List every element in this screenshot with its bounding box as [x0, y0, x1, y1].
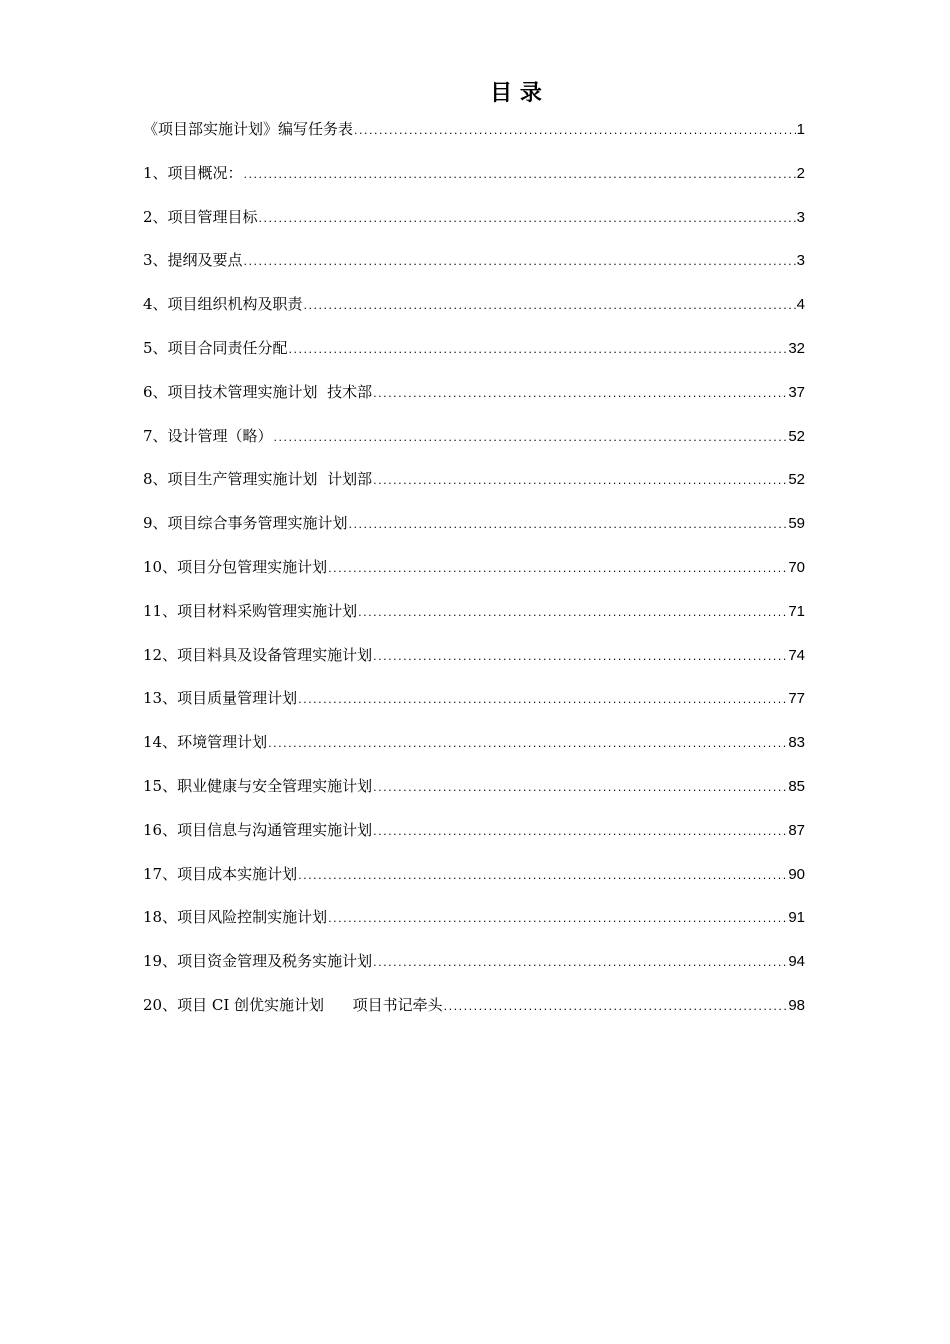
toc-entry-page: 85 — [788, 777, 805, 795]
toc-leader-dots — [298, 686, 787, 714]
toc-leader-dots — [304, 292, 796, 320]
toc-entry-text: 19、项目资金管理及税务实施计划 — [143, 952, 373, 971]
toc-leader-dots — [328, 555, 787, 583]
toc-entry-text: 14、环境管理计划 — [143, 733, 268, 752]
toc-entry[interactable] — [143, 860, 805, 904]
toc-entry-text: 10、项目分包管理实施计划 — [143, 557, 328, 576]
toc-entry[interactable] — [143, 684, 805, 728]
toc-leader-dots — [274, 424, 788, 452]
toc-entry-page: 3 — [796, 208, 805, 226]
toc-entry[interactable] — [143, 290, 805, 334]
toc-entry[interactable] — [143, 465, 805, 509]
toc-entry[interactable] — [143, 509, 805, 553]
toc-entry-text: 20、项目 CI 创优实施计划 项目书记牵头 — [143, 995, 443, 1014]
toc-leader-dots — [373, 818, 787, 846]
toc-entry-text: 7、设计管理（略） — [143, 426, 273, 445]
toc-entry[interactable] — [143, 991, 805, 1035]
toc-leader-dots — [289, 336, 788, 364]
toc-entry-text: 4、项目组织机构及职责 — [143, 295, 303, 314]
toc-entry-page: 87 — [788, 821, 805, 839]
toc-leader-dots — [373, 380, 787, 408]
toc-entry-page: 4 — [796, 296, 805, 314]
toc-entry[interactable] — [143, 597, 805, 641]
toc-entry-page: 59 — [788, 515, 805, 533]
toc-leader-dots — [444, 993, 788, 1021]
toc-entry[interactable] — [143, 246, 805, 290]
toc-entry-text: 3、提纲及要点 — [143, 251, 243, 270]
toc-list — [143, 115, 805, 1035]
toc-entry-page: 74 — [788, 646, 805, 664]
toc-entry-page: 52 — [788, 427, 805, 445]
toc-leader-dots — [373, 774, 787, 802]
toc-leader-dots — [358, 599, 787, 627]
toc-entry-page: 83 — [788, 734, 805, 752]
toc-entry-page: 91 — [788, 909, 805, 927]
toc-leader-dots — [268, 730, 787, 758]
toc-leader-dots — [349, 511, 788, 539]
toc-entry-page: 90 — [788, 865, 805, 883]
toc-entry-text: 11、项目材料采购管理实施计划 — [143, 601, 358, 620]
toc-entry[interactable] — [143, 203, 805, 247]
toc-leader-dots — [373, 467, 787, 495]
toc-entry-text: 17、项目成本实施计划 — [143, 864, 298, 883]
toc-entry-text: 2、项目管理目标 — [143, 207, 258, 226]
toc-entry-page: 2 — [796, 164, 805, 182]
toc-entry-text: 8、项目生产管理实施计划 计划部 — [143, 470, 373, 489]
toc-entry[interactable] — [143, 378, 805, 422]
toc-entry-page: 37 — [788, 383, 805, 401]
toc-entry-page: 3 — [796, 252, 805, 270]
toc-entry-text: 18、项目风险控制实施计划 — [143, 908, 328, 927]
toc-entry-text: 5、项目合同责任分配 — [143, 338, 288, 357]
toc-entry-page: 77 — [788, 690, 805, 708]
toc-entry-text: 13、项目质量管理计划 — [143, 689, 298, 708]
toc-entry-page: 32 — [788, 339, 805, 357]
toc-entry[interactable] — [143, 816, 805, 860]
toc-entry[interactable] — [143, 334, 805, 378]
toc-leader-dots — [259, 205, 796, 233]
toc-leader-dots — [328, 905, 787, 933]
toc-leader-dots — [373, 643, 787, 671]
toc-entry[interactable] — [143, 553, 805, 597]
toc-leader-dots — [373, 949, 787, 977]
toc-entry[interactable] — [143, 772, 805, 816]
toc-entry-text: 6、项目技术管理实施计划 技术部 — [143, 382, 373, 401]
toc-title: 目 录 — [490, 80, 542, 106]
toc-entry-page: 52 — [788, 471, 805, 489]
toc-entry-page: 94 — [788, 953, 805, 971]
toc-entry-page: 70 — [788, 558, 805, 576]
toc-entry[interactable] — [143, 903, 805, 947]
toc-entry-text: 12、项目料具及设备管理实施计划 — [143, 645, 373, 664]
toc-entry-page: 1 — [796, 121, 805, 138]
toc-entry-text: 16、项目信息与沟通管理实施计划 — [143, 820, 373, 839]
toc-entry-text: 9、项目综合事务管理实施计划 — [143, 514, 348, 533]
toc-entry-page: 98 — [788, 996, 805, 1014]
toc-entry[interactable] — [143, 115, 805, 159]
toc-entry[interactable] — [143, 728, 805, 772]
toc-entry[interactable] — [143, 947, 805, 991]
toc-entry-text: 15、职业健康与安全管理实施计划 — [143, 776, 373, 795]
toc-entry-text: 1、项目概况： — [143, 163, 243, 182]
toc-entry-page: 71 — [788, 602, 805, 620]
toc-leader-dots — [298, 862, 787, 890]
toc-entry[interactable] — [143, 159, 805, 203]
toc-leader-dots — [244, 248, 796, 276]
toc-entry[interactable] — [143, 641, 805, 685]
toc-entry-text: 《项目部实施计划》编写任务表 — [143, 120, 354, 138]
toc-leader-dots — [244, 161, 796, 189]
toc-leader-dots — [354, 117, 796, 145]
toc-entry[interactable] — [143, 422, 805, 466]
